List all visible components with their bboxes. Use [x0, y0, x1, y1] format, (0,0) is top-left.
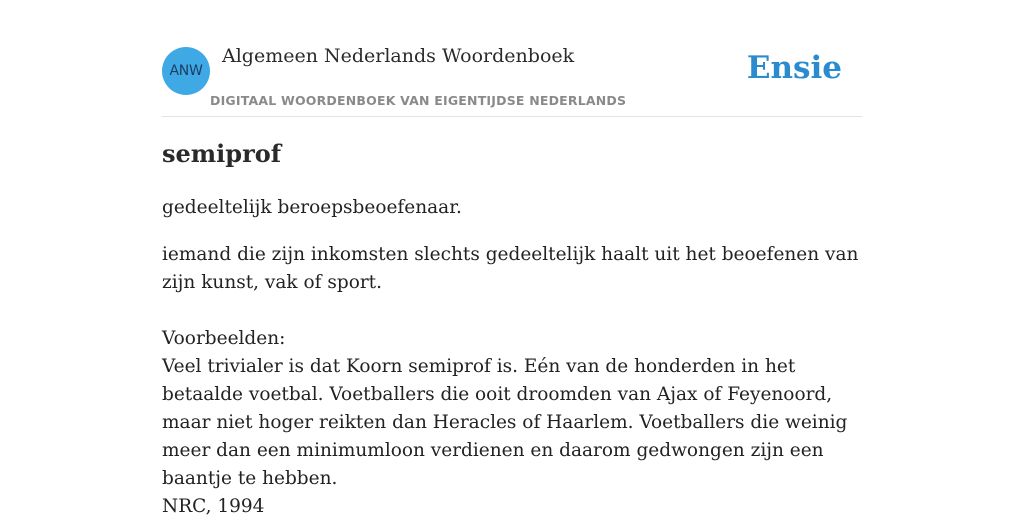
example-source: NRC, 1994 — [162, 496, 265, 517]
examples-heading: Voorbeelden: — [162, 328, 286, 349]
ensie-brand-logo[interactable]: Ensie — [746, 50, 842, 86]
site-header — [162, 0, 862, 117]
site-subtitle: DIGITAAL WOORDENBOEK VAN EIGENTIJDSE NEDERLANDS — [210, 93, 627, 108]
example-text: Veel trivialer is dat Koorn semiprof is. Eén van de honderden in het betaalde voetbal. Voetballers die ooit droomden van Ajax of Feyenoord, maar niet hoger reikten dan Heracles of Haarlem. Voetballers die weinig meer dan een minimumloon verdienen en daarom gedwongen zijn een baantje te hebben. — [162, 356, 848, 489]
site-title[interactable]: Algemeen Nederlands Woordenboek — [222, 45, 575, 67]
anw-logo[interactable]: ANW — [162, 47, 210, 95]
examples-section — [162, 325, 862, 521]
short-definition: gedeeltelijk beroepsbeoefenaar. — [162, 197, 462, 218]
long-definition: iemand die zijn inkomsten slechts gedeeltelijk haalt uit het beoefenen van zijn kunst, vak of sport. — [162, 244, 859, 293]
entry-word: semiprof — [162, 139, 282, 168]
entry-content — [162, 138, 862, 521]
